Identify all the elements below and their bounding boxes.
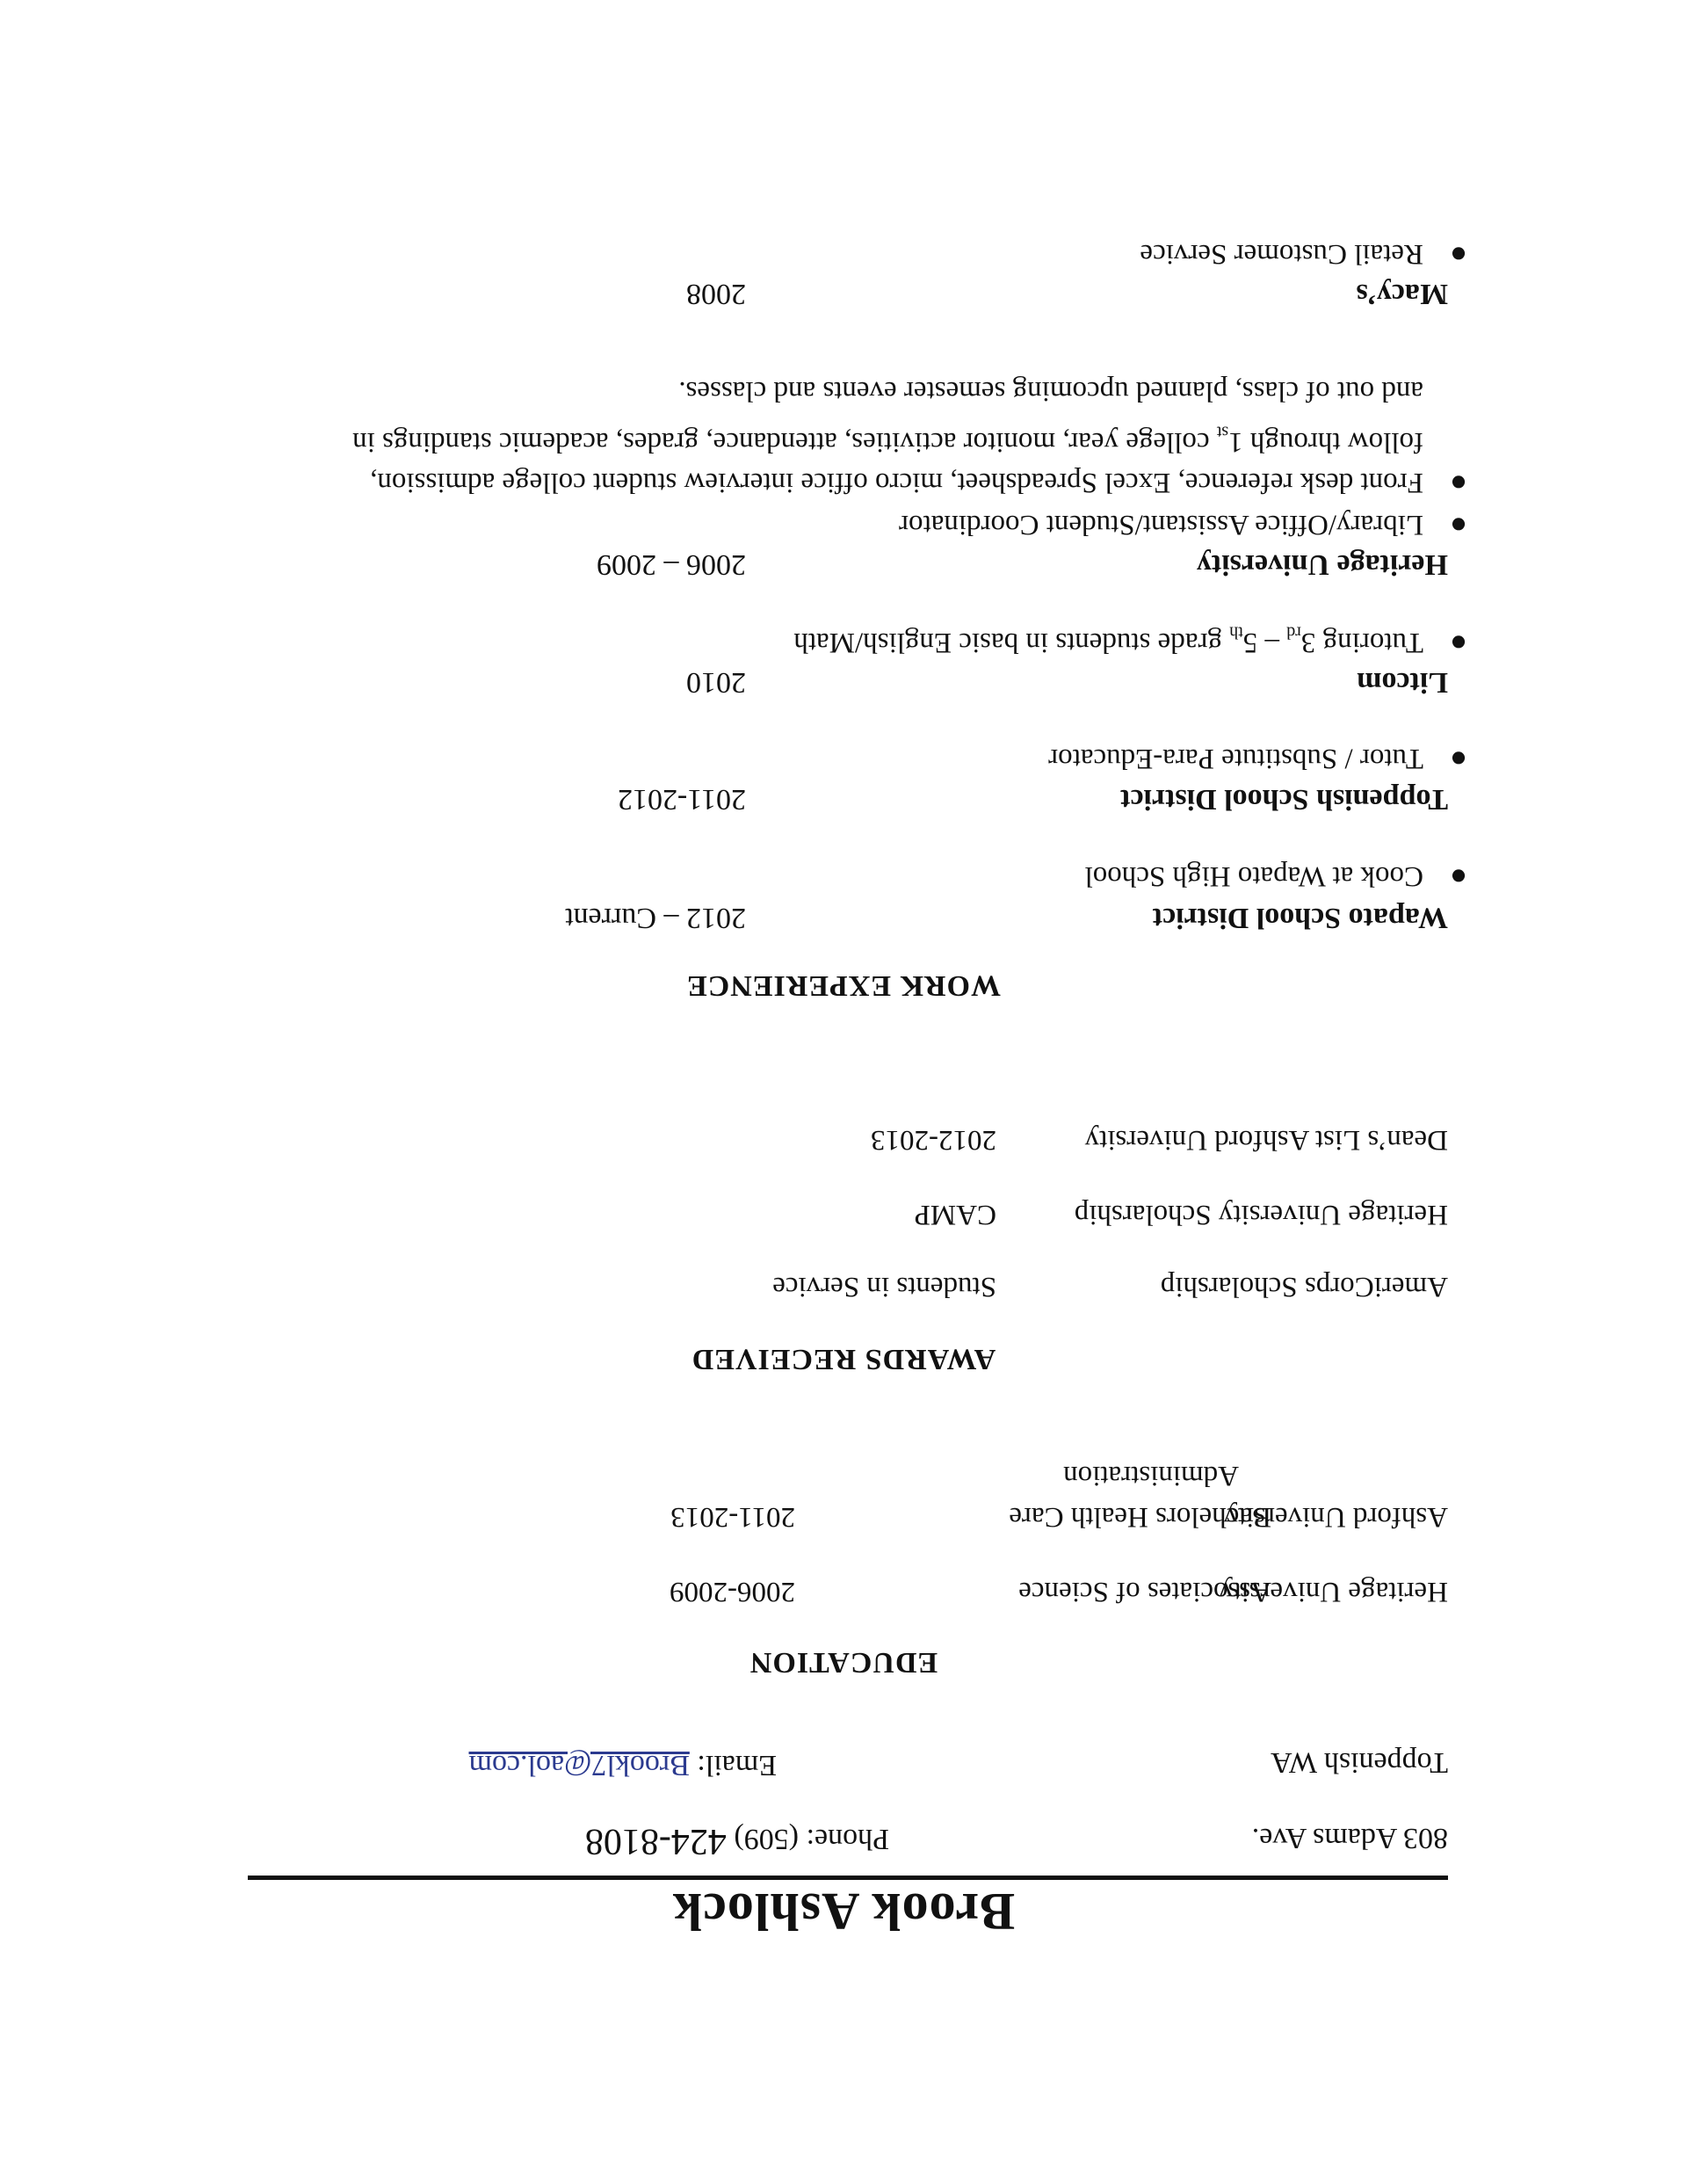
job-years: 2008	[686, 278, 746, 310]
education-years: 2011-2013	[670, 1501, 795, 1533]
phone-line	[585, 1820, 889, 1862]
address-line: 803 Adams Ave.	[1251, 1822, 1448, 1854]
education-degree-line2: Administration	[1063, 1460, 1239, 1491]
job-employer: Litcom	[1357, 666, 1448, 699]
bullet-icon: ●	[1450, 467, 1467, 498]
resume-name: Brook Ashlock	[671, 1883, 1016, 1941]
city-line: Toppenish WA	[1271, 1746, 1448, 1779]
job-employer: Toppenish School District	[1120, 783, 1448, 816]
education-heading: EDUCATION	[749, 1646, 938, 1679]
bullet-icon: ●	[1450, 627, 1467, 658]
job-employer: Heritage University	[1196, 548, 1448, 581]
award-name: Dean’s List Ashford University	[1084, 1124, 1448, 1156]
job-employer: Wapato School District	[1152, 902, 1448, 934]
award-name: Heritage University Scholarship	[1074, 1199, 1448, 1230]
education-years: 2006-2009	[670, 1576, 795, 1607]
bullet-icon: ●	[1450, 509, 1467, 541]
award-detail: CAMP	[914, 1199, 996, 1230]
job-bullet: ● Tutoring $3_{rd} - 5_{th}$ grade students in basic English/Math	[793, 622, 1467, 658]
header-divider	[248, 1876, 1448, 1880]
job-years: 2011-2012	[617, 783, 746, 816]
phone-number: 424-8108	[584, 1821, 727, 1861]
education-degree: Bachelors Health Care	[1009, 1501, 1271, 1533]
job-employer: Macy’s	[1356, 278, 1448, 310]
award-detail: Students in Service	[772, 1271, 996, 1302]
bullet-icon: ●	[1450, 238, 1467, 270]
email-link[interactable]: Brookl7@aol.com	[468, 1749, 690, 1781]
job-bullet: ● Retail Customer Service	[1140, 238, 1467, 270]
job-years: 2006 – 2009	[597, 548, 746, 581]
work-heading: WORK EXPERIENCE	[686, 969, 1001, 1002]
email-line	[469, 1748, 778, 1781]
job-bullet: ● Tutor / Substitute Para-Educator	[1048, 743, 1467, 774]
award-name: AmeriCorps Scholarship	[1160, 1271, 1448, 1302]
phone-label: Phone: (509)	[734, 1823, 889, 1855]
job-years: 2010	[686, 666, 746, 699]
job-years: 2012 – Current	[565, 902, 746, 934]
email-label: Email:	[697, 1749, 777, 1781]
job-bullet: ● Cook at Wapato High School	[1084, 860, 1467, 892]
bullet-icon: ●	[1450, 860, 1467, 892]
job-bullet: ● Library/Office Assistant/Student Coordinator	[899, 509, 1467, 541]
bullet-icon: ●	[1450, 743, 1467, 774]
education-school: Heritage University	[1218, 1576, 1448, 1607]
education-school: Ashford University	[1223, 1501, 1448, 1533]
education-degree: Associates of Science	[1018, 1576, 1271, 1607]
job-description: ● Front desk reference, Excel Spreadsheet, micro office interview student college admission, follow through $1_{st}$ college year, monitor activities, attendance, grades, academic standings in and out of class, planned upcoming semester events and classes.	[308, 371, 1423, 503]
award-detail: 2012-2013	[871, 1124, 996, 1156]
awards-heading: AWARDS RECEIVED	[691, 1343, 996, 1375]
